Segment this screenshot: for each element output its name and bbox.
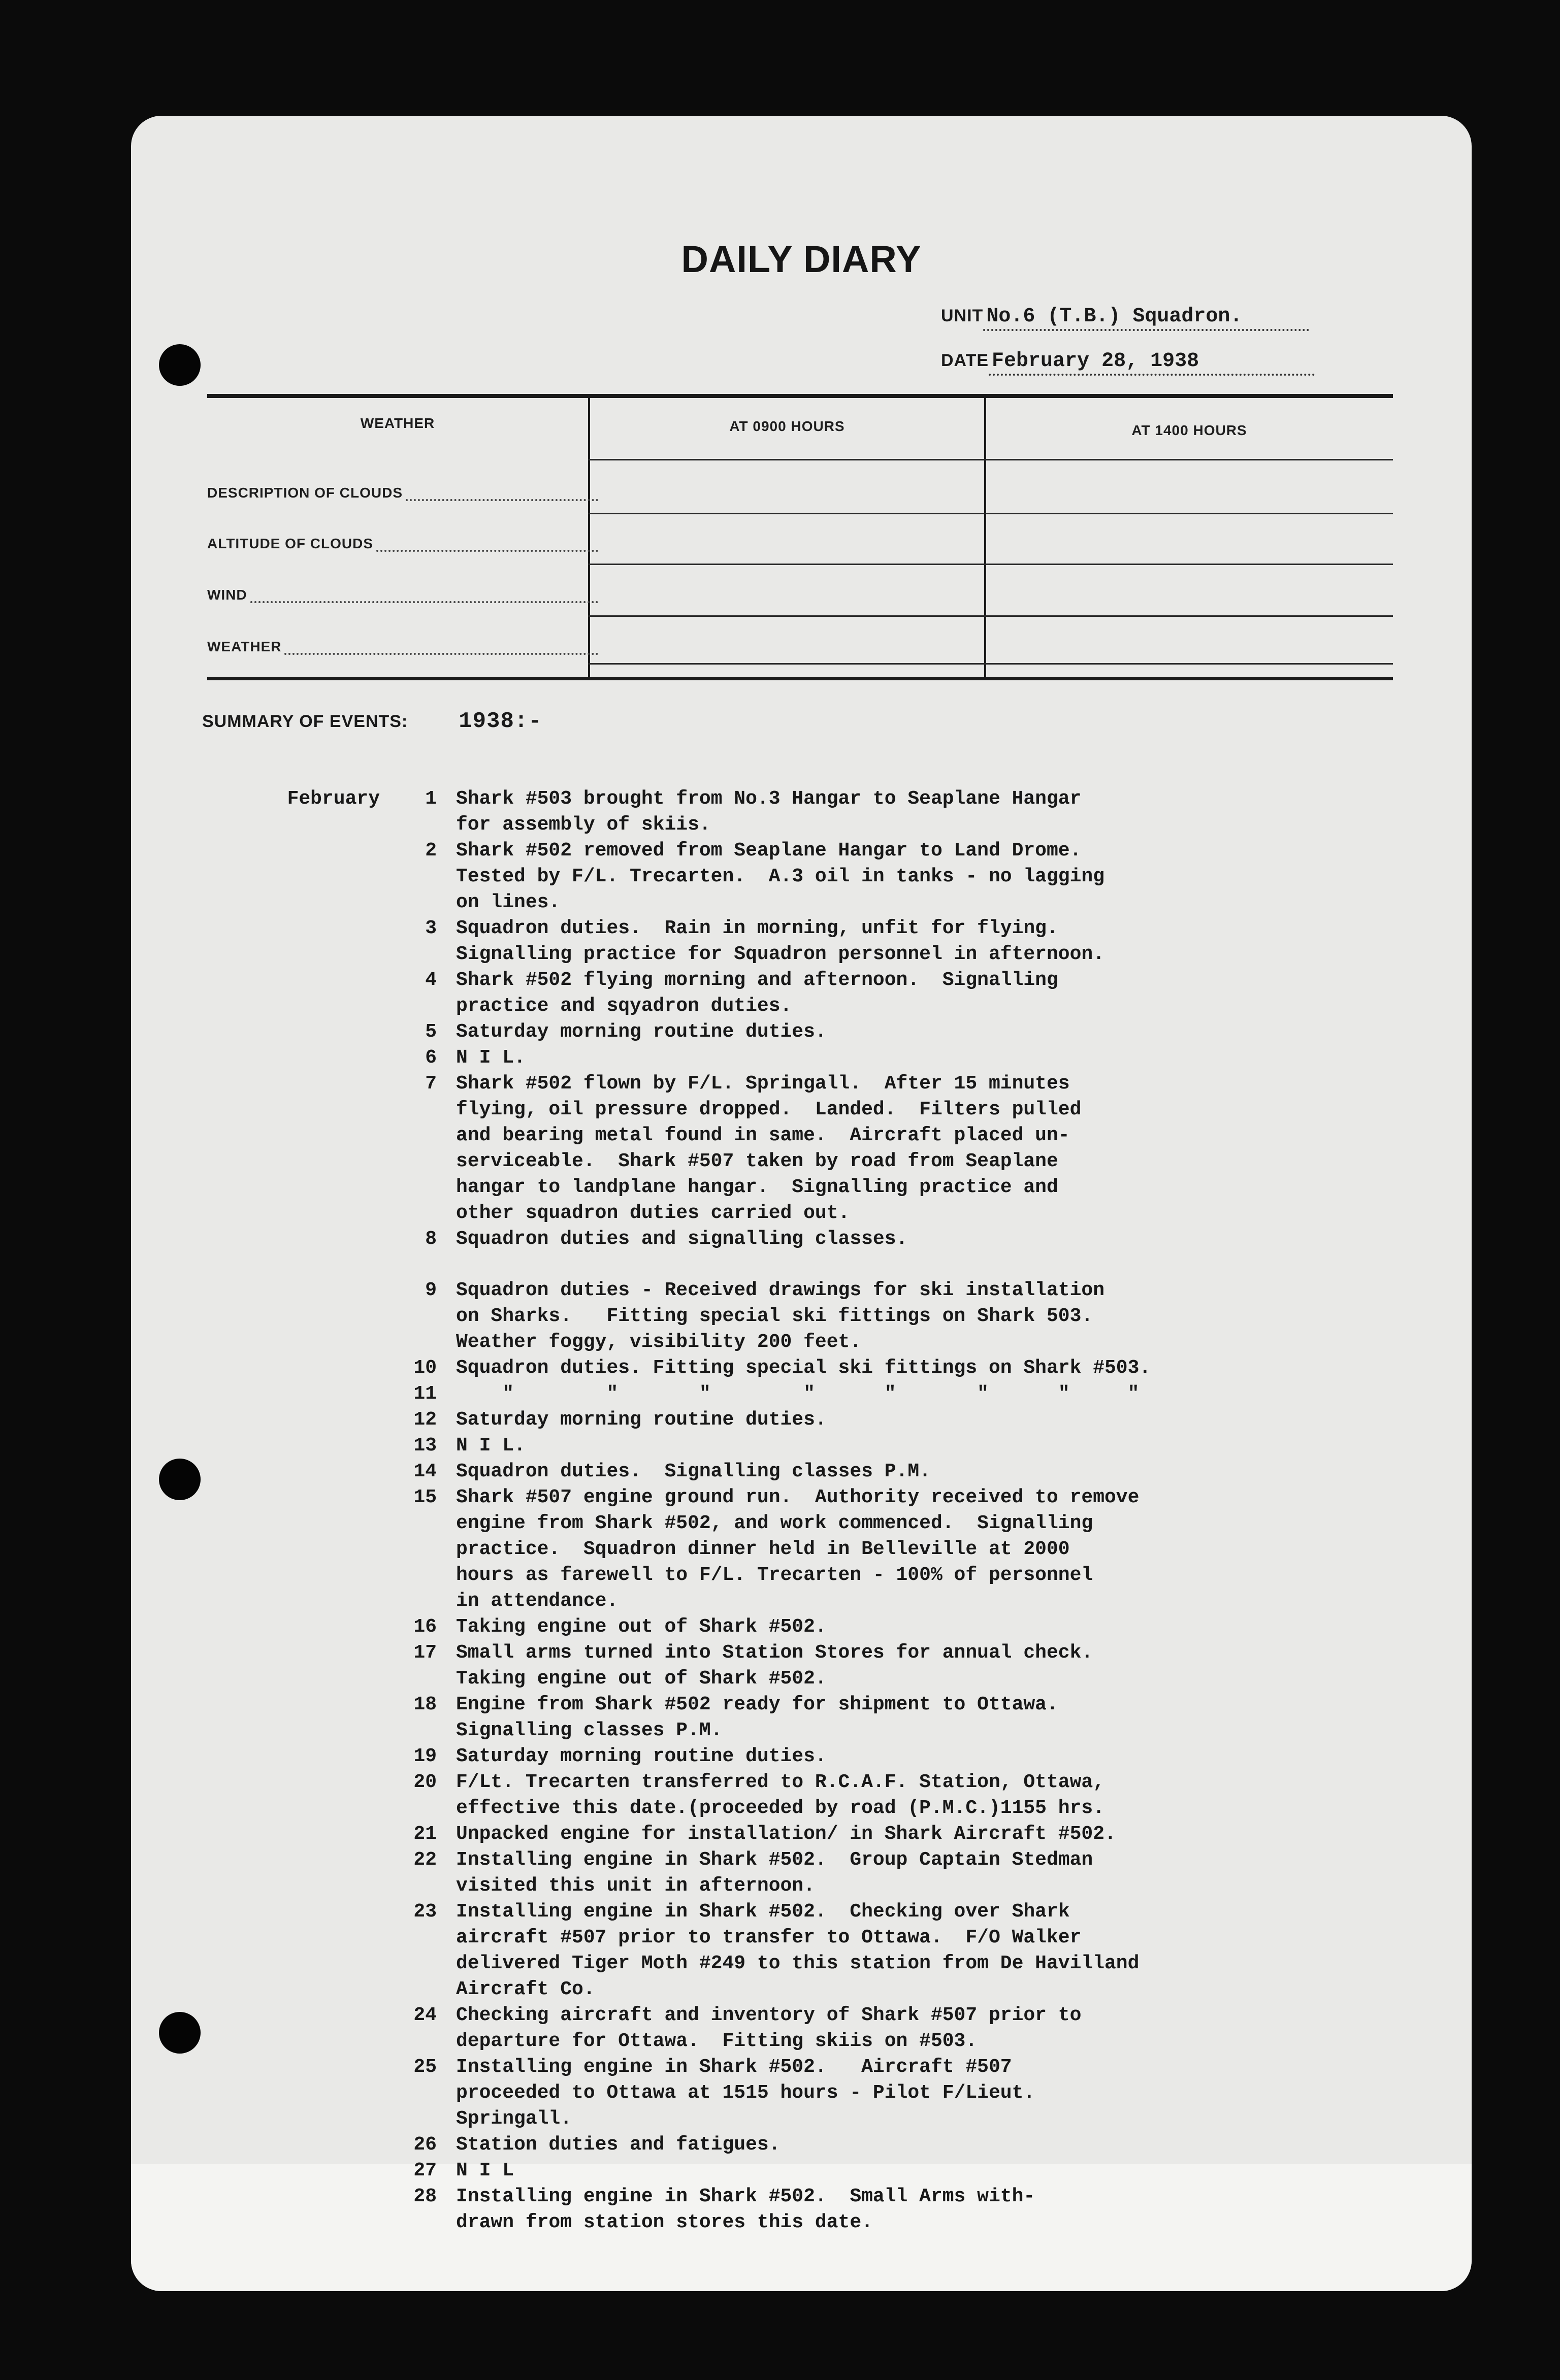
- entry-text: Squadron duties. Rain in morning, unfit for flying. Signalling practice for Squadron personnel in afternoon.: [456, 917, 1105, 965]
- entry-month: [131, 1743, 380, 1769]
- entry-text: N I L.: [456, 1435, 526, 1457]
- diary-entry: [131, 1899, 1472, 2002]
- entry-month: February: [287, 788, 380, 810]
- entry-day: 27: [413, 2160, 437, 2181]
- entry-month: [131, 915, 380, 967]
- table-row-rule: [588, 615, 1393, 617]
- unit-field: [941, 305, 1309, 331]
- entry-month: [131, 2184, 380, 2235]
- entry-month: [131, 2054, 380, 2132]
- weather-column-header: WEATHER: [360, 415, 435, 431]
- column-divider: [984, 398, 986, 678]
- date-value: February 28, 1938: [989, 350, 1315, 376]
- summary-label: SUMMARY OF EVENTS:: [202, 712, 408, 731]
- diary-entry: [131, 786, 1472, 838]
- diary-entry: [131, 1226, 1472, 1252]
- weather-row-weather: WEATHER: [207, 639, 598, 655]
- entry-text: Installing engine in Shark #502. Aircraft #507 proceeded to Ottawa at 1515 hours - Pilot F/Lieut. Springall.: [456, 2056, 1035, 2130]
- entry-month: [131, 1614, 380, 1640]
- table-row-rule: [588, 513, 1393, 514]
- entry-day: 5: [425, 1021, 437, 1043]
- entry-day: 18: [413, 1694, 437, 1715]
- entry-day: 16: [413, 1616, 437, 1638]
- diary-entry: [131, 1019, 1472, 1045]
- entry-month: [131, 1692, 380, 1743]
- diary-entry: [131, 1614, 1472, 1640]
- diary-entry: [131, 1071, 1472, 1226]
- entry-day: 17: [413, 1642, 437, 1664]
- punch-hole: [159, 344, 201, 386]
- date-label: DATE: [941, 351, 989, 370]
- entry-day: 11: [413, 1383, 437, 1405]
- entry-day: 23: [413, 1901, 437, 1923]
- entry-month: [131, 1459, 380, 1484]
- entry-text: Squadron duties. Fitting special ski fittings on Shark #503.: [456, 1357, 1151, 1379]
- diary-entry: [131, 1355, 1472, 1381]
- entry-month: [131, 1899, 380, 2002]
- entry-month: [131, 1433, 380, 1459]
- diary-entry: [131, 1381, 1472, 1407]
- diary-entry: [131, 1847, 1472, 1899]
- entry-text: F/Lt. Trecarten transferred to R.C.A.F. Station, Ottawa, effective this date.(proceeded by road (P.M.C.)1155 hrs.: [456, 1771, 1105, 1819]
- entry-month: [131, 2002, 380, 2054]
- entry-month: [131, 1019, 380, 1045]
- diary-entry: [131, 1459, 1472, 1484]
- weather-row-description-of-clouds: DESCRIPTION OF CLOUDS: [207, 485, 598, 501]
- unit-label: UNIT: [941, 306, 984, 325]
- entry-text: Installing engine in Shark #502. Checking over Shark aircraft #507 prior to transfer to Ottawa. F/O Walker delivered Tiger Moth #249 to this station from De Havilland Aircraft Co.: [456, 1901, 1140, 2000]
- entry-month: [131, 967, 380, 1019]
- 1400-column-header: AT 1400 HOURS: [1131, 422, 1247, 438]
- entry-text: N I L: [456, 2160, 514, 2181]
- table-bottom-rule: [207, 677, 1393, 680]
- entry-text: Shark #502 removed from Seaplane Hangar to Land Drome. Tested by F/L. Trecarten. A.3 oil in tanks - no lagging on lines.: [456, 840, 1105, 913]
- entry-day: 22: [413, 1849, 437, 1871]
- entry-day: 3: [425, 917, 437, 939]
- entry-day: 25: [413, 2056, 437, 2078]
- weather-row-wind: WIND: [207, 587, 598, 603]
- entry-text: Shark #502 flown by F/L. Springall. After 15 minutes flying, oil pressure dropped. Landed. Filters pulled and bearing metal found in same. Aircraft placed un- serviceable. Shark #507 taken by road from Seaplane hangar to landplane hangar. Signalling practice and other squadron duties carried out.: [456, 1073, 1082, 1224]
- diary-entry: [131, 2158, 1472, 2184]
- summary-of-events: [202, 709, 542, 734]
- diary-entry: [131, 1640, 1472, 1692]
- date-field: [941, 349, 1315, 376]
- entry-text: Shark #503 brought from No.3 Hangar to Seaplane Hangar for assembly of skiis.: [456, 788, 1082, 836]
- entry-month: [131, 1226, 380, 1252]
- entry-text: " " " " " " " ": [456, 1383, 1140, 1405]
- diary-entry: [131, 1277, 1472, 1355]
- diary-entry: [131, 2002, 1472, 2054]
- 0900-column-header: AT 0900 HOURS: [729, 418, 845, 434]
- entry-day: 14: [413, 1461, 437, 1482]
- unit-value: No.6 (T.B.) Squadron.: [983, 305, 1309, 331]
- diary-entry: [131, 2132, 1472, 2158]
- entry-month: [131, 1769, 380, 1821]
- entry-month: [131, 1381, 380, 1407]
- diary-entry: [131, 967, 1472, 1019]
- entry-text: Saturday morning routine duties.: [456, 1409, 827, 1431]
- diary-entry: [131, 1769, 1472, 1821]
- entry-text: Small arms turned into Station Stores for annual check. Taking engine out of Shark #502.: [456, 1642, 1093, 1690]
- summary-year: 1938:-: [459, 709, 542, 734]
- diary-page: [131, 116, 1472, 2291]
- diary-entry: [131, 1407, 1472, 1433]
- entry-day: 8: [425, 1228, 437, 1250]
- entry-text: Saturday morning routine duties.: [456, 1745, 827, 1767]
- diary-entry: [131, 2054, 1472, 2132]
- weather-row-altitude-of-clouds: ALTITUDE OF CLOUDS: [207, 536, 598, 552]
- entry-text: Saturday morning routine duties.: [456, 1021, 827, 1043]
- entry-month: [131, 2158, 380, 2184]
- diary-entry: [131, 838, 1472, 915]
- entry-month: [131, 2132, 380, 2158]
- table-header-rule: [588, 459, 1393, 460]
- entry-day: 2: [425, 840, 437, 862]
- entry-text: Shark #502 flying morning and afternoon. Signalling practice and sqyadron duties.: [456, 969, 1058, 1017]
- entry-month: [131, 1484, 380, 1614]
- entry-day: 24: [413, 2004, 437, 2026]
- entry-day: 15: [413, 1486, 437, 1508]
- entry-day: 28: [413, 2186, 437, 2207]
- entry-month: [131, 1277, 380, 1355]
- table-row-rule: [588, 663, 1393, 665]
- entry-day: 4: [425, 969, 437, 991]
- entry-text: Squadron duties. Signalling classes P.M.: [456, 1461, 931, 1482]
- entry-day: 7: [425, 1073, 437, 1095]
- entry-month: [131, 1640, 380, 1692]
- entry-text: Squadron duties - Received drawings for ski installation on Sharks. Fitting special ski fittings on Shark 503. Weather foggy, visibility 200 feet.: [456, 1279, 1105, 1353]
- entry-text: Shark #507 engine ground run. Authority received to remove engine from Shark #502, and work commenced. Signalling practice. Squadron dinner held in Belleville at 2000 hours as farewell to F/L. Trecarten - 100% of personnel in attendance.: [456, 1486, 1140, 1612]
- entry-day: 13: [413, 1435, 437, 1457]
- form-title: DAILY DIARY: [681, 238, 922, 280]
- entry-text: N I L.: [456, 1047, 526, 1069]
- entry-day: 9: [425, 1279, 437, 1301]
- entry-month: [131, 838, 380, 915]
- entry-day: 21: [413, 1823, 437, 1845]
- entry-text: Engine from Shark #502 ready for shipment to Ottawa. Signalling classes P.M.: [456, 1694, 1058, 1741]
- diary-entry: [131, 1433, 1472, 1459]
- entry-day: 1: [425, 788, 437, 810]
- diary-entry: [131, 2184, 1472, 2235]
- entry-day: 6: [425, 1047, 437, 1069]
- diary-entries: [131, 786, 1472, 2235]
- entry-text: Station duties and fatigues.: [456, 2134, 781, 2156]
- entry-day: 12: [413, 1409, 437, 1431]
- entry-text: Installing engine in Shark #502. Small Arms with- drawn from station stores this date.: [456, 2186, 1035, 2233]
- entry-day: 26: [413, 2134, 437, 2156]
- diary-entry: [131, 1692, 1472, 1743]
- diary-entry: [131, 1045, 1472, 1071]
- entry-text: Unpacked engine for installation/ in Shark Aircraft #502.: [456, 1823, 1116, 1845]
- entry-day: 20: [413, 1771, 437, 1793]
- entry-day: 19: [413, 1745, 437, 1767]
- diary-entry: [131, 1484, 1472, 1614]
- diary-entry: [131, 1821, 1472, 1847]
- diary-entry: [131, 915, 1472, 967]
- entry-month: [131, 1821, 380, 1847]
- entry-text: Taking engine out of Shark #502.: [456, 1616, 827, 1638]
- entry-text: Squadron duties and signalling classes.: [456, 1228, 908, 1250]
- table-row-rule: [588, 564, 1393, 565]
- diary-entry: [131, 1743, 1472, 1769]
- entry-month: [131, 1045, 380, 1071]
- entry-month: [131, 1847, 380, 1899]
- entry-month: [131, 1071, 380, 1226]
- entry-text: Checking aircraft and inventory of Shark #507 prior to departure for Ottawa. Fitting skiis on #503.: [456, 2004, 1082, 2052]
- entry-text: Installing engine in Shark #502. Group Captain Stedman visited this unit in afternoon.: [456, 1849, 1093, 1897]
- table-top-rule: [207, 394, 1393, 398]
- entry-month: [131, 1355, 380, 1381]
- entry-month: [131, 1407, 380, 1433]
- entry-day: 10: [413, 1357, 437, 1379]
